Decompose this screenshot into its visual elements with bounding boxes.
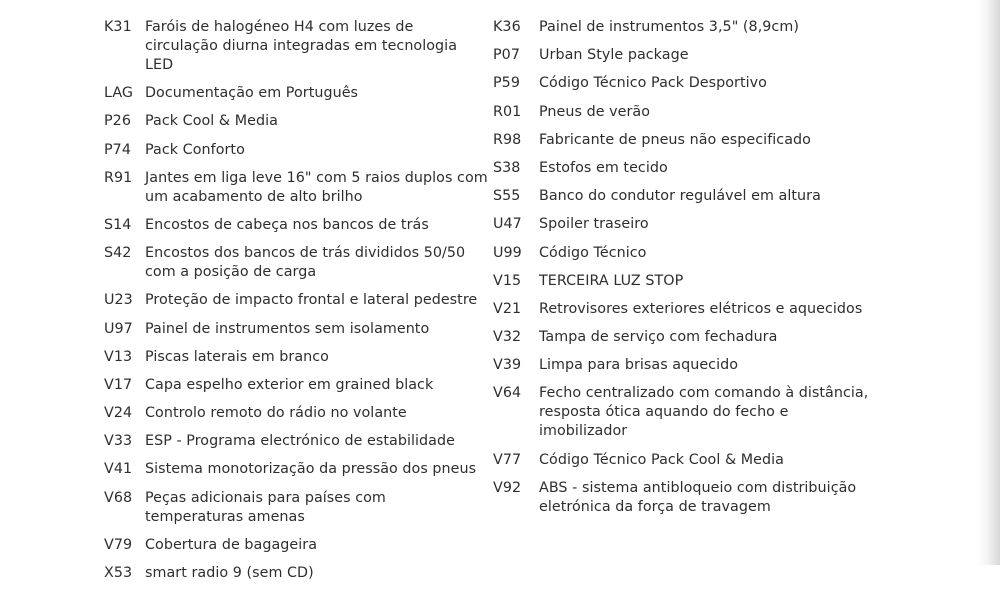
equipment-description: Fecho centralizado com comando à distância, resposta ótica aquando do fecho e imobilizador (539, 385, 869, 440)
equipment-item (104, 320, 488, 339)
equipment-description: ABS - sistema antibloqueio com distribuição eletrónica da força de travagem (539, 479, 857, 515)
equipment-code: V15 (493, 272, 522, 289)
equipment-item (104, 291, 488, 310)
equipment-description: Jantes em liga leve 16" com 5 raios duplos com um acabamento de alto brilho (145, 169, 488, 205)
equipment-description: Tampa de serviço com fechadura (539, 329, 778, 346)
equipment-code: V68 (104, 489, 133, 506)
equipment-description: Peças adicionais para países com temperaturas amenas (145, 489, 386, 525)
equipment-description: Encostos dos bancos de trás divididos 50/50 com a posição de carga (145, 245, 466, 281)
equipment-code: S14 (104, 216, 132, 233)
equipment-code: V41 (104, 461, 133, 478)
equipment-description: Banco do condutor regulável em altura (539, 188, 821, 205)
equipment-code: V24 (104, 405, 133, 422)
equipment-item (104, 404, 488, 423)
equipment-code: V64 (493, 385, 522, 402)
equipment-code: R91 (104, 169, 133, 186)
equipment-description: Cobertura de bagageira (145, 536, 317, 553)
equipment-code: X53 (104, 565, 133, 581)
equipment-item (104, 432, 488, 451)
equipment-code: K36 (493, 19, 521, 35)
equipment-description: Pack Cool & Media (145, 113, 278, 130)
equipment-item (104, 84, 488, 103)
equipment-code: V77 (493, 451, 522, 468)
equipment-code: V32 (493, 329, 522, 346)
equipment-code: U97 (104, 320, 133, 337)
equipment-item (104, 112, 488, 131)
equipment-item (104, 216, 488, 235)
equipment-description: Urban Style package (539, 47, 689, 64)
equipment-code: V21 (493, 300, 522, 317)
equipment-description: Código Técnico Pack Cool & Media (539, 451, 784, 468)
equipment-item (104, 564, 488, 583)
equipment-code: V79 (104, 536, 133, 553)
equipment-item (493, 18, 873, 37)
equipment-code: V33 (104, 433, 133, 450)
equipment-description: Código Técnico Pack Desportivo (539, 75, 767, 92)
equipment-code: P59 (493, 75, 520, 92)
equipment-code: LAG (104, 85, 134, 102)
equipment-item (493, 384, 873, 441)
equipment-description: Piscas laterais em branco (145, 348, 329, 365)
page-edge-shadow (978, 0, 1000, 565)
equipment-description: Faróis de halogéneo H4 com luzes de circulação diurna integradas em tecnologia LED (145, 19, 458, 73)
equipment-description: Proteção de impacto frontal e lateral pedestre (145, 292, 478, 309)
equipment-item (104, 169, 488, 207)
equipment-description: Documentação em Português (145, 85, 359, 102)
equipment-list-left-column (104, 18, 488, 592)
equipment-description: Pack Conforto (145, 141, 245, 158)
equipment-description: Controlo remoto do rádio no volante (145, 405, 407, 422)
equipment-description: Encostos de cabeça nos bancos de trás (145, 216, 429, 233)
equipment-item (493, 300, 873, 319)
equipment-item (104, 141, 488, 160)
equipment-code: P07 (493, 47, 520, 64)
equipment-code: R01 (493, 103, 522, 120)
equipment-description: Painel de instrumentos 3,5" (8,9cm) (539, 19, 799, 35)
equipment-item (493, 46, 873, 65)
equipment-description: smart radio 9 (sem CD) (145, 565, 314, 581)
equipment-item (104, 376, 488, 395)
equipment-code: U23 (104, 292, 133, 309)
equipment-code: P26 (104, 113, 131, 130)
equipment-item (104, 348, 488, 367)
equipment-item (493, 187, 873, 206)
equipment-description: Código Técnico (539, 244, 647, 261)
equipment-item (493, 159, 873, 178)
equipment-description: Retrovisores exteriores elétricos e aquecidos (539, 300, 863, 317)
equipment-code: S38 (493, 159, 521, 176)
equipment-item (104, 536, 488, 555)
equipment-code: U47 (493, 216, 522, 233)
equipment-code: S55 (493, 188, 521, 205)
equipment-item (493, 74, 873, 93)
equipment-item (493, 272, 873, 291)
equipment-code: U99 (493, 244, 522, 261)
equipment-description: Estofos em tecido (539, 159, 668, 176)
equipment-description: Capa espelho exterior em grained black (145, 376, 434, 393)
equipment-item (104, 489, 488, 527)
equipment-description: Painel de instrumentos sem isolamento (145, 320, 430, 337)
equipment-code: K31 (104, 19, 132, 35)
equipment-item (493, 215, 873, 234)
equipment-description: Sistema monotorização da pressão dos pneus (145, 461, 477, 478)
equipment-code: V17 (104, 376, 133, 393)
equipment-item (493, 479, 873, 517)
equipment-description: TERCEIRA LUZ STOP (539, 272, 684, 289)
equipment-code: V13 (104, 348, 133, 365)
equipment-description: ESP - Programa electrónico de estabilidade (145, 433, 455, 450)
equipment-code: P74 (104, 141, 131, 158)
equipment-item (104, 244, 488, 282)
equipment-item (493, 103, 873, 122)
equipment-code: R98 (493, 131, 522, 148)
equipment-item (104, 18, 488, 75)
equipment-code: S42 (104, 245, 132, 262)
equipment-item (104, 460, 488, 479)
equipment-description: Pneus de verão (539, 103, 651, 120)
equipment-item (493, 451, 873, 470)
equipment-item (493, 356, 873, 375)
equipment-item (493, 131, 873, 150)
equipment-description: Spoiler traseiro (539, 216, 649, 233)
equipment-description: Fabricante de pneus não especificado (539, 131, 811, 148)
equipment-item (493, 328, 873, 347)
equipment-code: V39 (493, 357, 522, 374)
equipment-item (493, 244, 873, 263)
equipment-code: V92 (493, 479, 522, 496)
equipment-list-right-column (493, 18, 873, 526)
equipment-description: Limpa para brisas aquecido (539, 357, 739, 374)
